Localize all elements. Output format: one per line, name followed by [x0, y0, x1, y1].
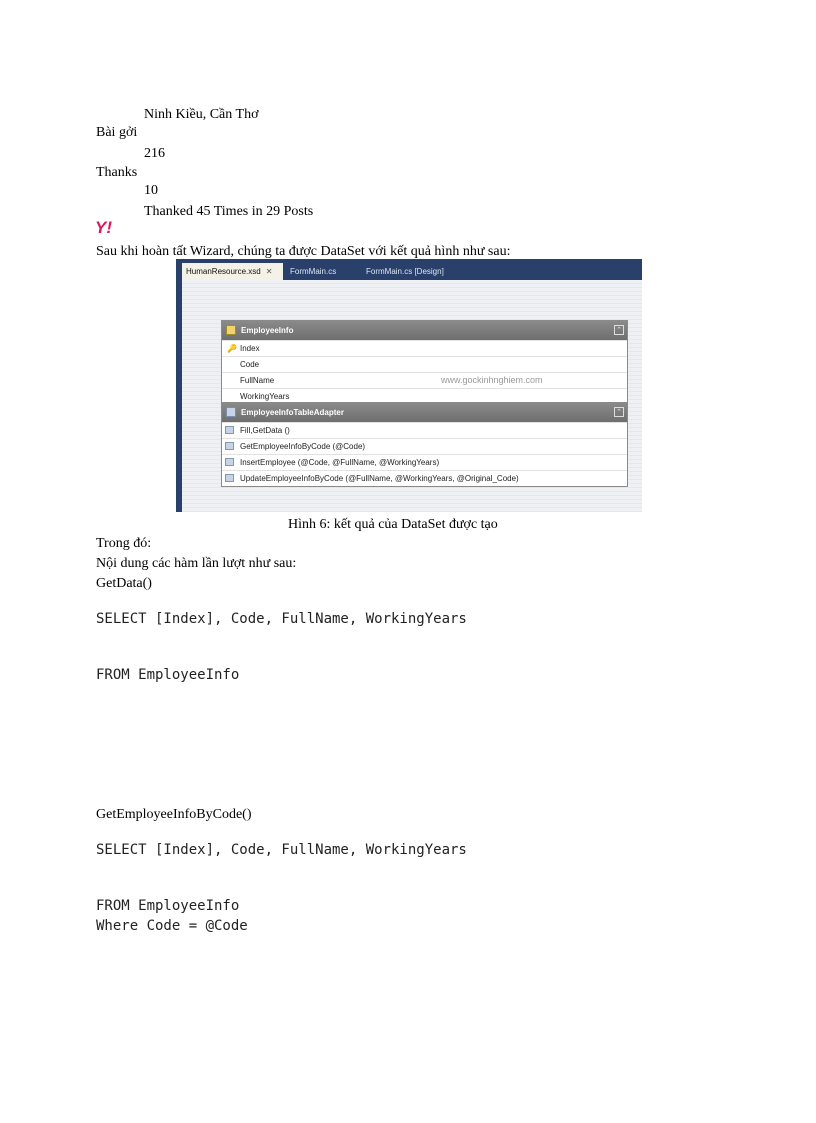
designer-canvas	[182, 280, 642, 512]
tab-formmain-cs[interactable]: FormMain.cs	[290, 267, 337, 276]
method-name: Fill,GetData ()	[240, 426, 290, 435]
method-name: InsertEmployee (@Code, @FullName, @WorkingYears)	[240, 458, 440, 467]
thanks-label: Thanks	[96, 165, 138, 180]
noi-dung: Nội dung các hàm lần lượt như sau:	[96, 556, 297, 571]
close-icon[interactable]: ✕	[265, 267, 273, 276]
tableadapter-table[interactable]	[221, 402, 628, 487]
thanked-text: Thanked 45 Times in 29 Posts	[144, 204, 314, 219]
sql-method-icon	[225, 458, 234, 466]
posts-value: 216	[144, 146, 165, 161]
intro-text: Sau khi hoàn tất Wizard, chúng ta được DataSet với kết quả hình như sau:	[96, 244, 511, 259]
column-name: FullName	[240, 376, 275, 385]
method-row[interactable]	[222, 438, 627, 454]
sql-method-icon	[225, 442, 234, 450]
adapter-title: EmployeeInfoTableAdapter	[241, 408, 344, 417]
getdata-heading: GetData()	[96, 576, 152, 591]
watermark: www.gockinhnghiem.com	[441, 375, 543, 385]
method-row[interactable]	[222, 422, 627, 438]
method-row[interactable]	[222, 454, 627, 470]
table-icon	[226, 325, 236, 335]
getbycode-sql-line2: FROM EmployeeInfo	[96, 898, 240, 914]
getbycode-sql-line3: Where Code = @Code	[96, 918, 248, 934]
getdata-sql-line1: SELECT [Index], Code, FullName, WorkingYears	[96, 611, 467, 627]
profile-location: Ninh Kiều, Cần Thơ	[144, 107, 259, 122]
getbycode-sql-line1: SELECT [Index], Code, FullName, WorkingYears	[96, 842, 467, 858]
posts-label: Bài gởi	[96, 125, 138, 140]
getbycode-heading: GetEmployeeInfoByCode()	[96, 807, 252, 822]
table-header	[222, 321, 627, 340]
collapse-icon[interactable]: ⌃	[614, 407, 624, 417]
method-row[interactable]	[222, 470, 627, 486]
yahoo-messenger-icon[interactable]: Y!	[95, 218, 112, 237]
sql-method-icon	[225, 474, 234, 482]
column-row[interactable]	[222, 340, 627, 356]
collapse-icon[interactable]: ⌃	[614, 325, 624, 335]
sql-method-icon	[225, 426, 234, 434]
tab-formmain-design[interactable]: FormMain.cs [Design]	[366, 267, 444, 276]
employeeinfo-table[interactable]	[221, 320, 628, 405]
key-icon: 🔑	[227, 344, 237, 353]
column-name: WorkingYears	[240, 392, 290, 401]
getdata-sql-line2: FROM EmployeeInfo	[96, 667, 240, 683]
method-name: UpdateEmployeeInfoByCode (@FullName, @WorkingYears, @Original_Code)	[240, 474, 519, 483]
adapter-icon	[226, 407, 236, 417]
thanks-value: 10	[144, 183, 158, 198]
column-row[interactable]	[222, 372, 627, 388]
adapter-header	[222, 403, 627, 422]
trong-do: Trong đó:	[96, 536, 152, 551]
method-name: GetEmployeeInfoByCode (@Code)	[240, 442, 366, 451]
column-row[interactable]	[222, 356, 627, 372]
table-title: EmployeeInfo	[241, 326, 294, 335]
tab-label: HumanResource.xsd	[186, 267, 261, 276]
column-name: Index	[240, 344, 260, 353]
dataset-designer-screenshot	[176, 259, 642, 512]
figure-caption: Hình 6: kết quả của DataSet được tạo	[288, 517, 498, 532]
tab-humanresource-xsd[interactable]	[182, 263, 283, 280]
column-name: Code	[240, 360, 260, 369]
